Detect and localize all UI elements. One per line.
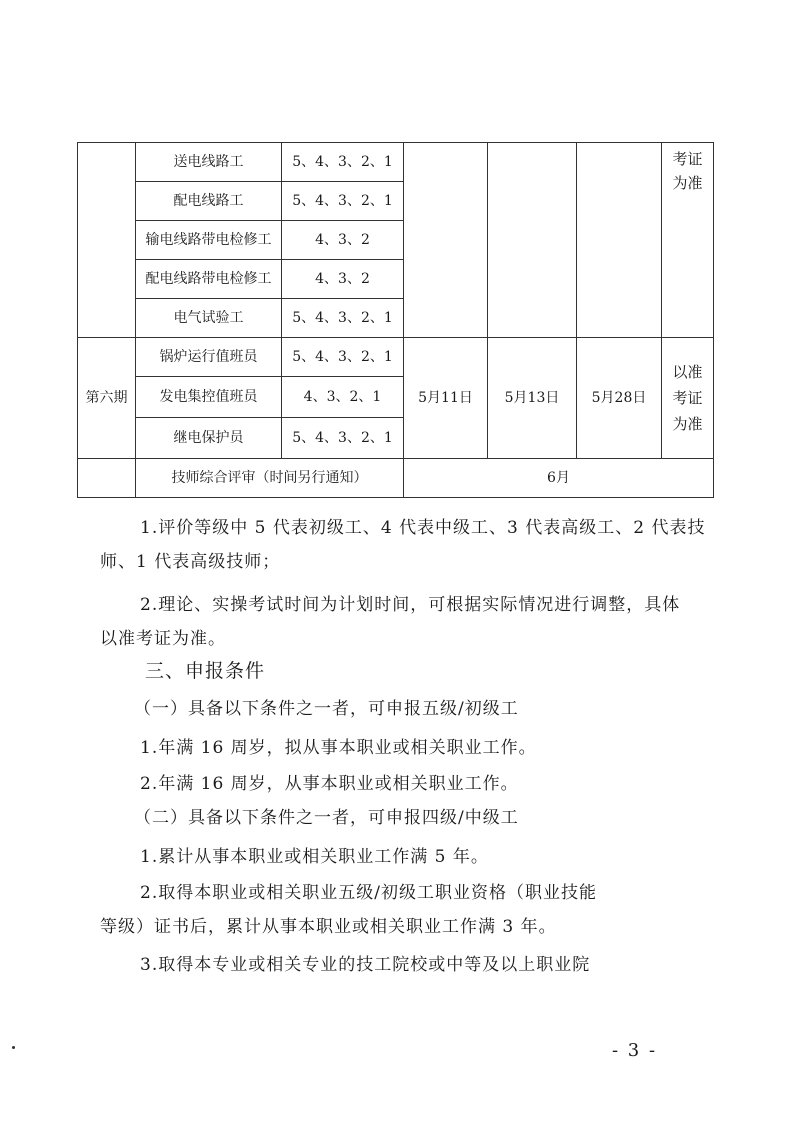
table-row: [78, 459, 714, 498]
note-cell: [662, 143, 714, 338]
subsection-1-item-1: 1.年满 16 周岁，拟从事本职业或相关职业工作。: [140, 738, 537, 758]
period-cell-empty: [78, 143, 136, 338]
subsection-2-item-3-line1: 3.取得本专业或相关专业的技工院校或中等及以上职业院: [140, 955, 591, 975]
practice-exam-date: 5月28日: [577, 338, 662, 459]
subsection-2-item-1: 1.累计从事本职业或相关职业工作满 5 年。: [140, 847, 489, 867]
note2-line1: 2.理论、实操考试时间为计划时间，可根据实际情况进行调整，具体: [140, 595, 681, 615]
job-levels: 5、4、3、2、1: [282, 182, 404, 221]
job-levels: 5、4、3、2、1: [282, 338, 404, 377]
job-levels: 4、3、2: [282, 260, 404, 299]
exam-schedule-table: [77, 142, 714, 498]
note1-line1: 1.评价等级中 5 代表初级工、4 代表中级工、3 代表高级工、2 代表技: [140, 518, 706, 538]
scan-speck: [12, 1046, 15, 1049]
job-levels: 4、3、2: [282, 221, 404, 260]
period-note-cell: [662, 338, 714, 459]
period-note: 以准考证为准: [672, 362, 703, 433]
job-levels: 5、4、3、2、1: [282, 143, 404, 182]
note1-line2: 师、1 代表高级技师；: [100, 552, 281, 572]
summary-value: 6月: [404, 459, 714, 498]
page-number: - 3 -: [612, 1040, 658, 1061]
apply-date: 5月11日: [404, 338, 488, 459]
summary-label: 技师综合评审（时间另行通知）: [136, 459, 404, 498]
subsection-2-item-2-line1: 2.取得本职业或相关职业五级/初级工职业资格（职业技能: [140, 883, 597, 903]
summary-empty: [78, 459, 136, 498]
table-row: [78, 143, 714, 182]
job-levels: 5、4、3、2、1: [282, 299, 404, 338]
job-name: 配电线路工: [136, 182, 282, 221]
job-name: 配电线路带电检修工: [136, 260, 282, 299]
job-name: 锅炉运行值班员: [136, 338, 282, 377]
theory-exam-date: 5月13日: [488, 338, 577, 459]
job-levels: 4、3、2、1: [282, 377, 404, 418]
note2-line2: 以准考证为准。: [100, 629, 226, 649]
job-name: 输电线路带电检修工: [136, 221, 282, 260]
section-title: 三、申报条件: [145, 660, 266, 682]
subsection-2-item-2-line2: 等级）证书后，累计从事本职业或相关职业工作满 3 年。: [100, 917, 557, 937]
theory-date-cell: [488, 143, 577, 338]
practice-date-cell: [577, 143, 662, 338]
period-label: 第六期: [78, 338, 136, 459]
job-name: 继电保护员: [136, 418, 282, 459]
job-levels: 5、4、3、2、1: [282, 418, 404, 459]
subsection-2-title: （二）具备以下条件之一者，可申报四级/中级工: [134, 808, 519, 828]
table-row: [78, 338, 714, 377]
apply-date-cell: [404, 143, 488, 338]
job-name: 送电线路工: [136, 143, 282, 182]
job-name: 发电集控值班员: [136, 377, 282, 418]
job-name: 电气试验工: [136, 299, 282, 338]
subsection-1-item-2: 2.年满 16 周岁，从事本职业或相关职业工作。: [140, 774, 519, 794]
top-note: 考证为准: [672, 150, 703, 192]
subsection-1-title: （一）具备以下条件之一者，可申报五级/初级工: [134, 699, 519, 719]
